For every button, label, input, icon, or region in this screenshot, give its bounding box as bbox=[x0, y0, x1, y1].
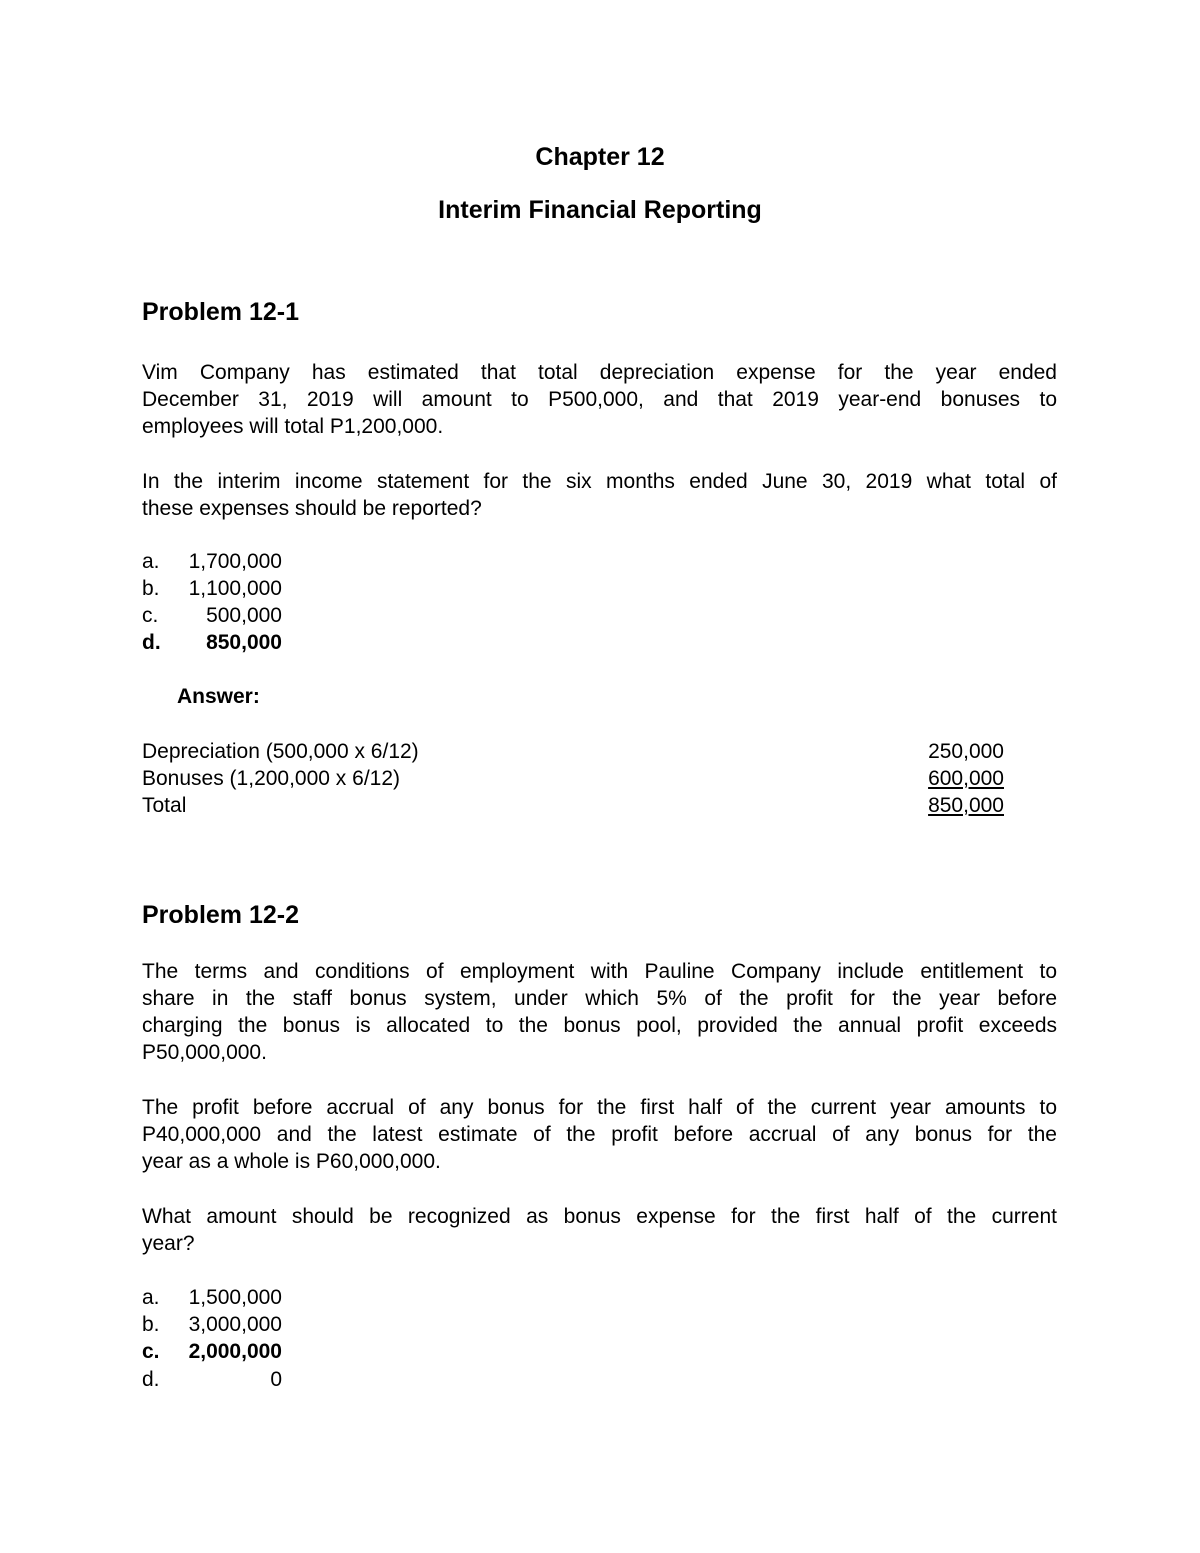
choice-letter: c. bbox=[142, 1340, 160, 1363]
choice-value: 3,000,000 bbox=[188, 1313, 282, 1336]
choice-value: 850,000 bbox=[206, 631, 282, 654]
problem-paragraph bbox=[142, 468, 1057, 522]
choice-value: 1,500,000 bbox=[188, 1286, 282, 1309]
paragraph-line: charging the bonus is allocated to the bonus pool, provided the annual profit exceeds bbox=[142, 1014, 1057, 1037]
choice-d bbox=[142, 1366, 442, 1393]
choice-value: 2,000,000 bbox=[188, 1340, 282, 1363]
choice-letter: a. bbox=[142, 1286, 160, 1309]
paragraph-line: P50,000,000. bbox=[142, 1041, 267, 1064]
paragraph-line: What amount should be recognized as bonus expense for the first half of the current bbox=[142, 1205, 1057, 1228]
choice-value: 1,700,000 bbox=[188, 550, 282, 573]
computation-label: Total bbox=[142, 794, 187, 817]
choice-b bbox=[142, 1311, 442, 1338]
chapter-number: Chapter 12 bbox=[535, 143, 665, 171]
choice-letter: b. bbox=[142, 577, 160, 600]
choice-a bbox=[142, 1284, 442, 1311]
choice-value: 0 bbox=[270, 1368, 282, 1391]
paragraph-line: year? bbox=[142, 1232, 195, 1255]
computation-amount: 600,000 bbox=[928, 767, 1004, 790]
answer-label: Answer: bbox=[177, 685, 260, 708]
problem-paragraph bbox=[142, 359, 1057, 440]
problem-paragraph bbox=[142, 1203, 1057, 1257]
paragraph-line: Vim Company has estimated that total depreciation expense for the year ended bbox=[142, 361, 1057, 384]
computation-total-row bbox=[142, 792, 1004, 819]
computation-amount: 250,000 bbox=[928, 740, 1004, 763]
chapter-title: Interim Financial Reporting bbox=[438, 196, 762, 224]
problem-paragraph bbox=[142, 958, 1057, 1066]
computation-amount: 850,000 bbox=[928, 794, 1004, 817]
choice-value: 500,000 bbox=[206, 604, 282, 627]
paragraph-line: employees will total P1,200,000. bbox=[142, 415, 444, 438]
choice-a bbox=[142, 548, 442, 575]
paragraph-line: The profit before accrual of any bonus for the first half of the current year amounts to bbox=[142, 1096, 1057, 1119]
choice-c bbox=[142, 602, 442, 629]
choice-letter: d. bbox=[142, 631, 161, 654]
choice-d-correct bbox=[142, 629, 442, 656]
paragraph-line: year as a whole is P60,000,000. bbox=[142, 1150, 441, 1173]
choice-value: 1,100,000 bbox=[188, 577, 282, 600]
paragraph-line: share in the staff bonus system, under which 5% of the profit for the year before bbox=[142, 987, 1057, 1010]
choice-letter: c. bbox=[142, 604, 159, 627]
choice-c-correct bbox=[142, 1338, 442, 1365]
problem-heading: Problem 12-2 bbox=[142, 901, 300, 929]
paragraph-line: In the interim income statement for the six months ended June 30, 2019 what total of bbox=[142, 470, 1057, 493]
paragraph-line: P40,000,000 and the latest estimate of the profit before accrual of any bonus for the bbox=[142, 1123, 1057, 1146]
computation-label: Bonuses (1,200,000 x 6/12) bbox=[142, 767, 401, 790]
choice-letter: b. bbox=[142, 1313, 160, 1336]
problem-paragraph bbox=[142, 1094, 1057, 1175]
computation-row bbox=[142, 765, 1004, 792]
choice-letter: a. bbox=[142, 550, 160, 573]
paragraph-line: these expenses should be reported? bbox=[142, 497, 482, 520]
paragraph-line: The terms and conditions of employment with Pauline Company include entitlement to bbox=[142, 960, 1057, 983]
choice-b bbox=[142, 575, 442, 602]
computation-label: Depreciation (500,000 x 6/12) bbox=[142, 740, 419, 763]
problem-heading: Problem 12-1 bbox=[142, 298, 300, 326]
computation-row bbox=[142, 738, 1004, 765]
choice-letter: d. bbox=[142, 1368, 160, 1391]
paragraph-line: December 31, 2019 will amount to P500,000, and that 2019 year-end bonuses to bbox=[142, 388, 1057, 411]
